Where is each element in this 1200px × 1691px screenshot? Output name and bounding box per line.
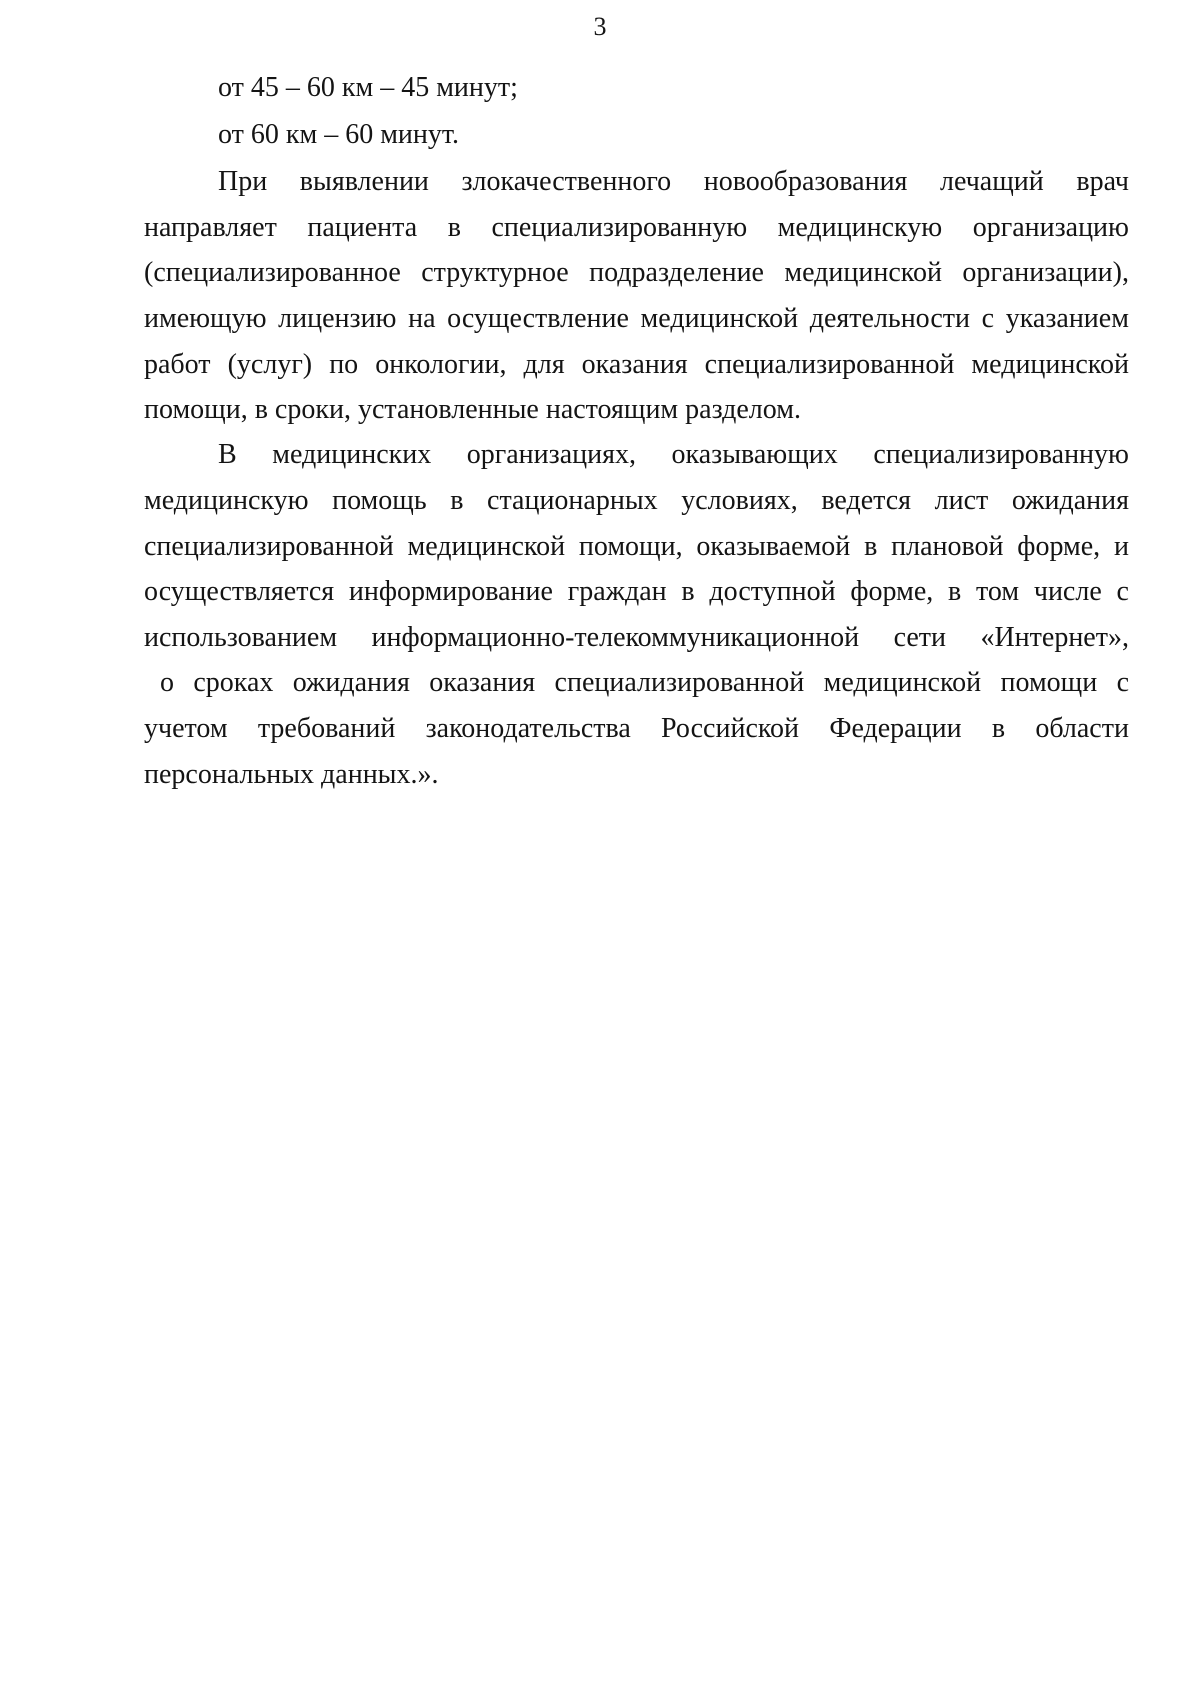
word: деятельности	[809, 303, 971, 334]
page-number: 3	[593, 12, 607, 41]
word: информационно-телекоммуникационной	[371, 622, 860, 653]
text-line	[144, 347, 1129, 383]
word: специализированную	[873, 439, 1129, 470]
word: в	[864, 531, 878, 562]
word: осуществление	[447, 303, 629, 334]
text-line	[144, 711, 1129, 747]
word: о	[160, 667, 174, 698]
word: граждан	[567, 576, 667, 607]
word: осуществляется	[144, 576, 335, 607]
word: в	[450, 485, 464, 516]
word: (специализированное	[144, 257, 401, 288]
word: врач	[1076, 166, 1129, 197]
word: новообразования	[703, 166, 908, 197]
word: по	[329, 349, 359, 380]
word: медицинской	[971, 349, 1129, 380]
word: том	[976, 576, 1020, 607]
word: информирование	[348, 576, 553, 607]
word: помощи,	[578, 531, 683, 562]
word: для	[523, 349, 565, 380]
word: медицинскую	[144, 485, 309, 516]
word: оказываемой	[696, 531, 851, 562]
word: организации),	[962, 257, 1129, 288]
text-line	[144, 574, 1129, 610]
text-line	[144, 483, 1129, 519]
word: организациях,	[466, 439, 636, 470]
word: «Интернет»,	[980, 622, 1129, 653]
word: оказывающих	[671, 439, 838, 470]
word: плановой	[891, 531, 1004, 562]
word: специализированной	[704, 349, 955, 380]
word: с	[981, 303, 995, 334]
word: лист	[934, 485, 989, 516]
word: в	[991, 713, 1006, 744]
word: условиях,	[681, 485, 798, 516]
word: медицинской	[640, 303, 799, 334]
word: При	[218, 166, 268, 197]
word: имеющую	[144, 303, 267, 334]
word: доступной	[709, 576, 836, 607]
word: помощи	[1000, 667, 1098, 698]
word: оказания	[581, 349, 688, 380]
word: в	[681, 576, 695, 607]
text-line	[218, 164, 1129, 200]
word: области	[1035, 713, 1129, 744]
word: помощь	[332, 485, 427, 516]
word: требований	[257, 713, 396, 744]
word: в	[948, 576, 962, 607]
word: медицинской	[407, 531, 566, 562]
word: форме,	[1017, 531, 1101, 562]
text-line	[144, 255, 1129, 291]
word: на	[408, 303, 436, 334]
word: лечащий	[940, 166, 1044, 197]
text-line	[144, 529, 1129, 565]
word: форме,	[850, 576, 934, 607]
word: организацию	[972, 212, 1129, 243]
word: и	[1113, 531, 1129, 562]
text-line: от 60 км – 60 минут.	[218, 119, 460, 150]
word: специализированной	[144, 531, 394, 562]
word: сети	[893, 622, 946, 653]
word: Федерации	[829, 713, 962, 744]
word: ведется	[821, 485, 912, 516]
text-line	[218, 437, 1129, 473]
word: медицинскую	[777, 212, 943, 243]
word: в	[447, 212, 461, 243]
word: (услуг)	[227, 349, 313, 380]
word: законодательства	[425, 713, 631, 744]
text-line: помощи, в сроки, установленные настоящим разделом.	[144, 394, 801, 425]
word: с	[1116, 576, 1129, 607]
word: ожидания	[1011, 485, 1129, 516]
word: лицензию	[278, 303, 397, 334]
text-line: персональных данных.».	[144, 759, 439, 790]
word: выявлении	[299, 166, 429, 197]
word: В	[218, 439, 237, 470]
word: специализированной	[554, 667, 805, 698]
word: числе	[1033, 576, 1102, 607]
word: злокачественного	[461, 166, 672, 197]
word: работ	[144, 349, 211, 380]
word: медицинской	[784, 257, 942, 288]
word: ожидания	[292, 667, 410, 698]
word: медицинских	[272, 439, 432, 470]
text-line	[144, 620, 1129, 656]
word: подразделение	[589, 257, 764, 288]
word: Российской	[661, 713, 800, 744]
word: указанием	[1005, 303, 1129, 334]
text-line: от 45 – 60 км – 45 минут;	[218, 72, 518, 103]
word: сроках	[193, 667, 274, 698]
word: оказания	[429, 667, 536, 698]
word: структурное	[421, 257, 569, 288]
text-line	[144, 210, 1129, 246]
word: учетом	[144, 713, 228, 744]
word: стационарных	[487, 485, 658, 516]
word: направляет	[144, 212, 277, 243]
word: использованием	[144, 622, 338, 653]
word: специализированную	[491, 212, 748, 243]
text-line	[144, 301, 1129, 337]
word: онкологии,	[375, 349, 507, 380]
word: пациента	[307, 212, 418, 243]
word: медицинской	[823, 667, 982, 698]
word: с	[1116, 667, 1129, 698]
text-line	[160, 665, 1129, 701]
